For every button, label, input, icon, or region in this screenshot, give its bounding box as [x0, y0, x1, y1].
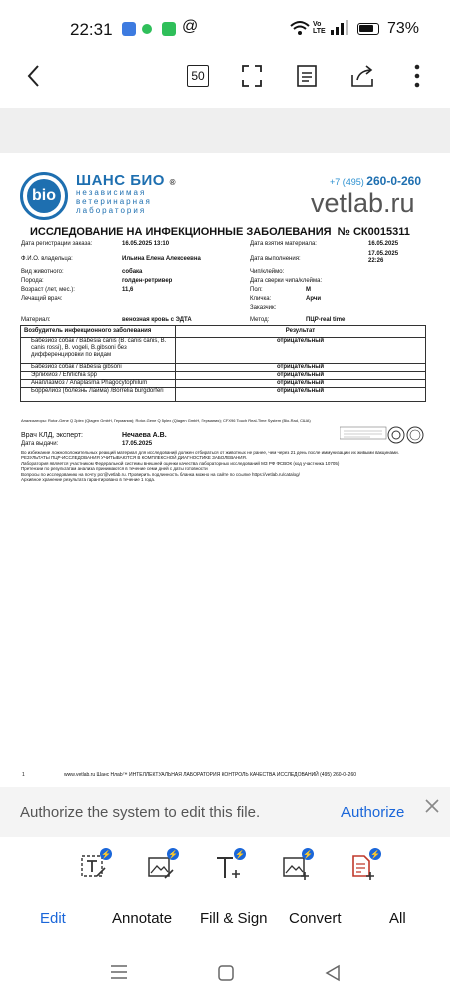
quality-seal-logo — [406, 426, 424, 444]
more-vertical-icon — [414, 64, 420, 88]
field-label: Дата взятия материала: — [250, 241, 317, 247]
authorize-bar — [0, 787, 450, 837]
doctor-label: Врач КЛД, эксперт: — [21, 432, 83, 439]
field-label: Пол: — [250, 287, 263, 293]
table-row — [21, 372, 426, 380]
method-label: Метод: — [250, 317, 270, 323]
field-label: Заказчик: — [250, 305, 277, 311]
edit-image-tool[interactable] — [145, 848, 179, 882]
pathogen-cell: Боррелиоз (болезнь Лайма) /Borrelia burgdorferi — [21, 388, 176, 402]
premium-badge-icon: ⚡ — [168, 849, 178, 859]
footer-page-number: 1 — [22, 772, 25, 778]
field-label: Дата выполнения: — [250, 256, 301, 262]
field-label: Возраст (лет, мес.): — [21, 287, 75, 293]
footer-text: www.vetlab.ru Шанс Hлab™ ИНТЕЛЛЕКТУАЛЬНАЯ ЛАБОРАТОРИЯ КОНТРОЛЬ КАЧЕСТВА ИССЛЕДОВАНИЙ (495) 260-0-260 — [64, 772, 357, 778]
field-label: Ф.И.О. владельца: — [21, 256, 73, 262]
brand-tagline-line: ветеринарная — [76, 197, 152, 206]
field-value: М — [306, 287, 311, 293]
page-gap — [0, 108, 450, 153]
share-button[interactable] — [349, 58, 377, 94]
field-label: Вид животного: — [21, 269, 64, 275]
analyzers-note: Анализаторы: Rotor-Gene Q 2plex (Qiagen GmbH, Германия); Rotor-Gene Q 5plex (Qiagen GmbH, Германия); CFX96 Touch Real-Time System (Bio-Rad, США) — [21, 418, 311, 423]
note-line: Во избежание ложноположительных реакций материал для исследований должен отбираться от животных не ранее, чем через 21 день после иммунизации их живыми вакцинами. — [21, 450, 399, 455]
note-line: РЕЗУЛЬТАТЫ ПЦР-ИССЛЕДОВАНИЯ УЧИТЫВАЮТСЯ В КОМПЛЕКСНОЙ ДИАГНОСТИКЕ ЗАБОЛЕВАНИЯ. — [21, 455, 248, 461]
material-label: Материал: — [21, 317, 51, 323]
field-value: Арчи — [306, 296, 322, 302]
report-notes — [21, 450, 426, 482]
brand-tagline-line: лаборатория — [76, 206, 147, 215]
premium-badge-icon: ⚡ — [303, 849, 313, 859]
lab-phone: +7 (495) 260-0-260 — [330, 174, 422, 188]
pathogen-cell: Бабезиоз собак / Babesia canis (B. canis canis, B. canis rossi), B. vogeli, B.gibsoni без дифференцировки по видам — [21, 338, 176, 364]
brand-name: ШАНС БИО ® — [76, 172, 177, 189]
add-image-tool[interactable] — [280, 848, 314, 882]
brand-tagline — [76, 188, 152, 215]
registered-mark: ® — [169, 178, 177, 187]
premium-badge-icon: ⚡ — [235, 849, 245, 859]
accreditation-stamp — [340, 426, 388, 440]
fullscreen-button[interactable] — [239, 58, 265, 94]
tab-all[interactable]: All — [389, 910, 406, 927]
authorize-message: Authorize the system to edit this file. — [20, 804, 261, 821]
battery-percent: 73% — [387, 20, 420, 37]
tab-convert[interactable]: Convert — [289, 910, 342, 927]
status-bar — [0, 0, 450, 58]
notification-app-icon — [142, 24, 152, 34]
field-value: 17.05.2025 22:26 — [368, 251, 399, 264]
table-header-row — [21, 326, 426, 338]
field-value: Ильина Елена Алексеевна — [122, 256, 201, 262]
reading-mode-icon — [297, 65, 317, 87]
tab-annotate[interactable]: Annotate — [112, 910, 173, 927]
result-cell: отрицательный — [176, 364, 426, 372]
add-page-tool[interactable] — [347, 848, 381, 882]
authorize-button[interactable]: Authorize — [341, 804, 405, 821]
reading-mode-button[interactable] — [294, 58, 320, 94]
note-line: Вопросы по исследованию на почту pcr@vetlab.ru. Проверить подлинность бланка можно на сайте по ссылке https://vetlab.ru/catalog/ — [21, 471, 300, 477]
pathogen-cell: Анаплазмоз / Anaplasma Phagocytophilum — [21, 380, 176, 388]
pathogen-cell: Эрлихиоз / Ehrlichia spp — [21, 372, 176, 380]
field-value: голден-ретривер — [122, 278, 173, 284]
method-value: ПЦР-real time — [306, 317, 346, 323]
back-nav-icon[interactable] — [325, 964, 341, 982]
tab-edit[interactable]: Edit — [40, 910, 66, 927]
notification-app-icon — [122, 22, 136, 36]
table-row — [21, 364, 426, 372]
fullscreen-icon — [242, 65, 262, 87]
note-line: Лаборатория является участником Федеральной системы внешней оценки качества лабораторных исследований МЗ РФ ФСВОК (код участника 10705) — [21, 460, 340, 466]
home-icon[interactable] — [217, 964, 235, 982]
table-header: Результат — [176, 326, 426, 338]
issue-date-label: Дата выдачи: — [21, 441, 59, 447]
field-label: Кличка: — [250, 296, 272, 302]
field-value: собака — [122, 269, 143, 275]
table-header: Возбудитель инфекционного заболевания — [21, 326, 176, 338]
result-cell: отрицательный — [176, 388, 426, 402]
page-count-label: 50 — [187, 65, 208, 87]
note-line: Претензии по результатам анализа принимаются в течение семи дней с даты готовности — [21, 466, 208, 472]
volte-icon: Vo LTE — [313, 21, 326, 35]
field-value: 16.05.2025 — [368, 241, 399, 247]
edit-text-tool[interactable] — [78, 848, 112, 882]
field-label: Дата регистрации заказа: — [21, 241, 93, 247]
lab-website: vetlab.ru — [311, 188, 415, 218]
more-options-button[interactable] — [408, 58, 426, 94]
table-row — [21, 338, 426, 364]
table-row — [21, 388, 426, 402]
field-registration — [21, 241, 92, 248]
wifi-icon — [290, 20, 310, 36]
result-cell: отрицательный — [176, 338, 426, 364]
issue-date: 17.05.2025 — [122, 441, 153, 447]
status-time: 22:31 — [70, 20, 113, 39]
results-table — [20, 325, 426, 402]
premium-badge-icon: ⚡ — [370, 849, 380, 859]
system-nav-bar — [0, 950, 450, 1000]
back-arrow-icon — [26, 64, 40, 88]
recent-apps-icon[interactable] — [110, 964, 128, 980]
report-title: ИССЛЕДОВАНИЕ НА ИНФЕКЦИОННЫЕ ЗАБОЛЕВАНИЯ № СК0015311 — [30, 226, 410, 238]
notification-app-icon — [162, 22, 176, 36]
at-sign-icon: @ — [182, 18, 199, 35]
pathogen-cell: Бабезиоз собак / Babesia gibsoni — [21, 364, 176, 372]
share-icon — [350, 65, 376, 87]
page-count-button[interactable] — [185, 58, 211, 94]
signal-icon — [330, 20, 348, 36]
field-value: 16.05.2025 13:10 — [122, 241, 170, 247]
note-line: Архивное хранение результата гарантировано в течение 1 года. — [21, 477, 156, 483]
edit-tools-row — [0, 840, 450, 890]
brand-tagline-line: независимая — [76, 188, 147, 197]
premium-badge-icon: ⚡ — [101, 849, 111, 859]
close-icon[interactable] — [425, 799, 439, 813]
bottom-tab-bar — [0, 898, 450, 942]
pst-certification-logo — [384, 426, 408, 444]
viewer-toolbar — [0, 58, 450, 96]
result-cell: отрицательный — [176, 380, 426, 388]
field-label: Лечащий врач: — [21, 296, 63, 302]
field-label: Порода: — [21, 278, 44, 284]
bio-logo-mark: bio — [27, 179, 61, 213]
tab-fill-sign[interactable]: Fill & Sign — [200, 910, 268, 927]
add-text-tool[interactable] — [212, 848, 246, 882]
field-label: Чип/клеймо: — [250, 269, 285, 275]
result-cell: отрицательный — [176, 372, 426, 380]
table-row — [21, 380, 426, 388]
doctor-name: Нечаева А.В. — [122, 432, 167, 439]
material-value: венозная кровь с ЭДТА — [122, 317, 192, 323]
field-label: Дата сверки чипа/клейма: — [250, 278, 323, 284]
back-button[interactable] — [20, 58, 46, 94]
field-value: 11,6 — [122, 287, 134, 293]
battery-icon — [357, 23, 379, 35]
